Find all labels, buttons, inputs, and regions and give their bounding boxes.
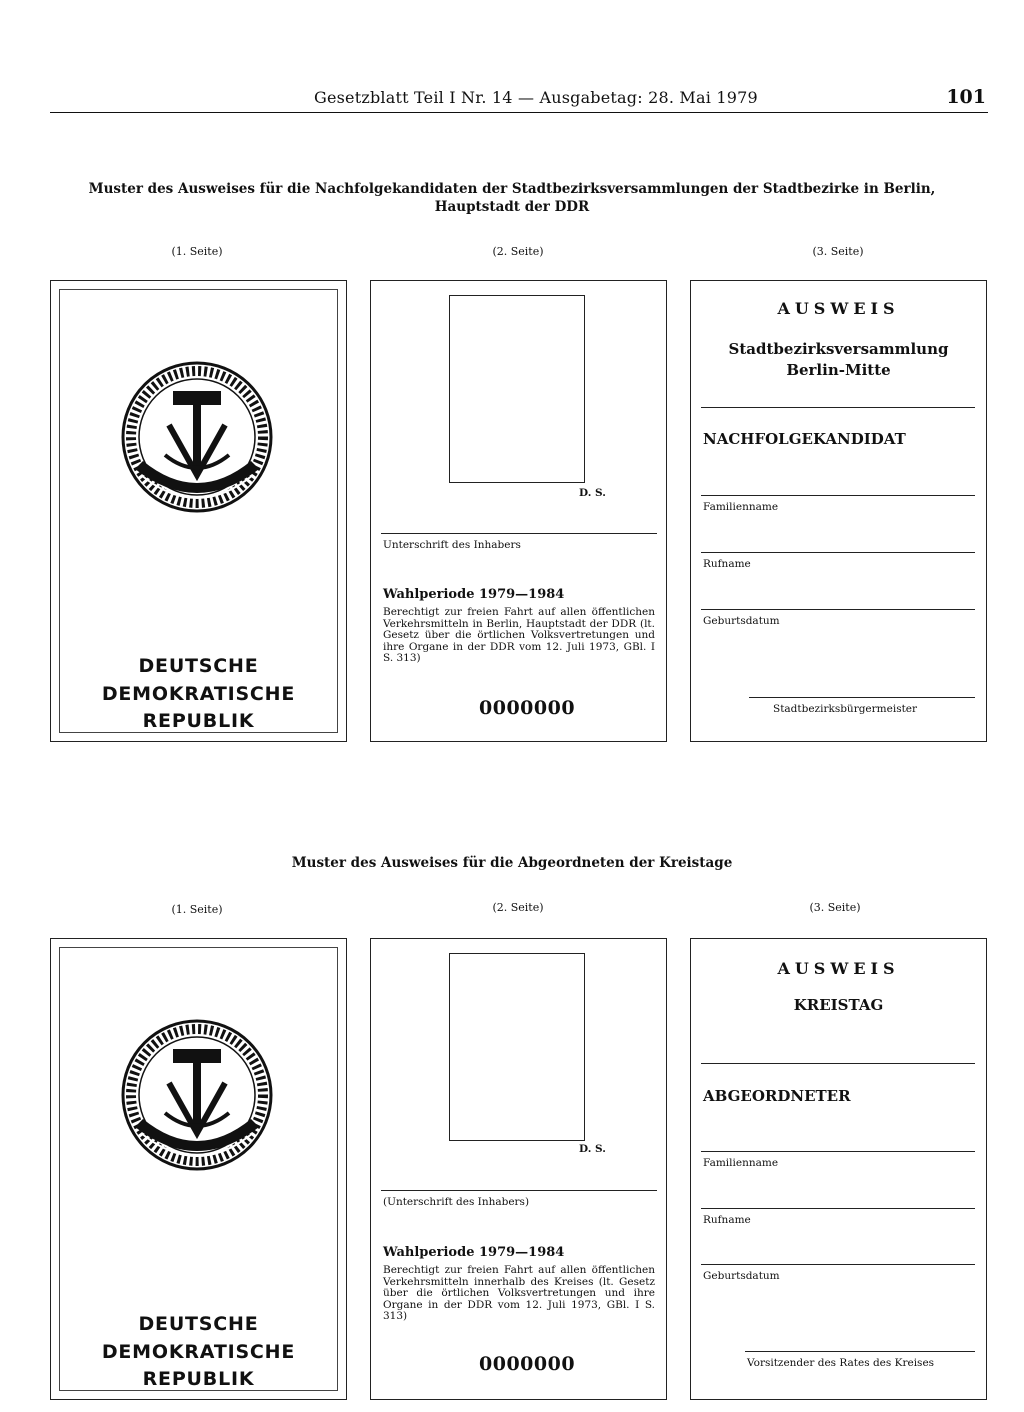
- section1-title-line1: Muster des Ausweises für die Nachfolgekandidaten der Stadtbezirksversammlungen der Stadtbezirke in Berlin,: [88, 181, 936, 197]
- org-line1: KREISTAG: [793, 996, 884, 1014]
- signature-line: [381, 1190, 657, 1191]
- divider-line: [701, 1063, 975, 1064]
- signature-caption: Unterschrift des Inhabers: [383, 539, 521, 551]
- cover-line1: DEUTSCHE: [138, 655, 259, 677]
- field-line-2: [701, 552, 975, 553]
- field-line-1: [701, 495, 975, 496]
- page-number: 101: [946, 86, 986, 108]
- section1-cover-page: [50, 280, 347, 742]
- seal-mark: D. S.: [579, 1143, 606, 1155]
- org-line2: Berlin-Mitte: [786, 361, 891, 379]
- cover-line2: DEMOKRATISCHE REPUBLIK: [101, 1341, 296, 1390]
- travel-entitlement-text: Berechtigt zur freien Fahrt auf allen öffentlichen Verkehrsmitteln in Berlin, Hauptstadt der DDR (lt. Gesetz über die örtlichen Volksvertretungen und ihre Organe in der DDR vom 12. Juli 1973, GBl. I S. 313): [383, 606, 655, 664]
- election-period: Wahlperiode 1979—1984: [383, 587, 565, 602]
- section2-inside-page: [370, 938, 667, 1400]
- seal-mark: D. S.: [579, 487, 606, 499]
- field-label-familienname: Familienname: [703, 1157, 779, 1169]
- field-label-rufname: Rufname: [703, 1214, 751, 1226]
- section2-page2-label: (2. Seite): [492, 901, 544, 914]
- signer-caption: Vorsitzender des Rates des Kreises: [747, 1357, 935, 1369]
- section2-id-page: [690, 938, 987, 1400]
- signer-line: [749, 697, 975, 698]
- section2-cover-page: [50, 938, 347, 1400]
- id-number: 0000000: [479, 697, 576, 719]
- section1-inside-page: [370, 280, 667, 742]
- signer-line: [745, 1351, 975, 1352]
- field-line-3: [701, 609, 975, 610]
- field-line-3: [701, 1264, 975, 1265]
- field-label-geburtsdatum: Geburtsdatum: [703, 615, 780, 627]
- signature-line: [381, 533, 657, 534]
- role-title: ABGEORDNETER: [703, 1087, 851, 1105]
- photo-box: [449, 953, 585, 1141]
- signer-caption: Stadtbezirksbürgermeister: [773, 703, 918, 715]
- ddr-emblem-icon: [117, 1015, 277, 1175]
- photo-box: [449, 295, 585, 483]
- field-label-rufname: Rufname: [703, 558, 751, 570]
- header-rule: [50, 112, 988, 113]
- section1-id-page: [690, 280, 987, 742]
- id-heading: AUSWEIS: [777, 299, 900, 318]
- section2-title: Muster des Ausweises für die Abgeordneten der Kreistage: [291, 855, 733, 871]
- field-label-familienname: Familienname: [703, 501, 779, 513]
- id-heading: AUSWEIS: [777, 959, 900, 978]
- id-number: 0000000: [479, 1353, 576, 1375]
- section1-title-line2: Hauptstadt der DDR: [434, 199, 590, 215]
- section1-page3-label: (3. Seite): [812, 245, 864, 258]
- role-title: NACHFOLGEKANDIDAT: [703, 430, 906, 448]
- section2-page1-label: (1. Seite): [171, 903, 223, 916]
- cover-line2: DEMOKRATISCHE REPUBLIK: [101, 683, 296, 732]
- field-label-geburtsdatum: Geburtsdatum: [703, 1270, 780, 1282]
- cover-line1: DEUTSCHE: [138, 1313, 259, 1335]
- running-title: Gesetzblatt Teil I Nr. 14 — Ausgabetag: 28. Mai 1979: [314, 88, 758, 107]
- signature-caption: (Unterschrift des Inhabers): [383, 1196, 530, 1208]
- org-line1: Stadtbezirksversammlung: [728, 340, 949, 358]
- travel-entitlement-text: Berechtigt zur freien Fahrt auf allen öffentlichen Verkehrsmitteln innerhalb des Kreises (lt. Gesetz über die örtlichen Volksvertretungen und ihre Organe in der DDR vom 12. Juli 1973, GBl. I S. 313): [383, 1264, 655, 1322]
- section2-page3-label: (3. Seite): [809, 901, 861, 914]
- field-line-1: [701, 1151, 975, 1152]
- ddr-emblem-icon: [117, 357, 277, 517]
- election-period: Wahlperiode 1979—1984: [383, 1245, 565, 1260]
- section1-page2-label: (2. Seite): [492, 245, 544, 258]
- section1-page1-label: (1. Seite): [171, 245, 223, 258]
- field-line-2: [701, 1208, 975, 1209]
- divider-line: [701, 407, 975, 408]
